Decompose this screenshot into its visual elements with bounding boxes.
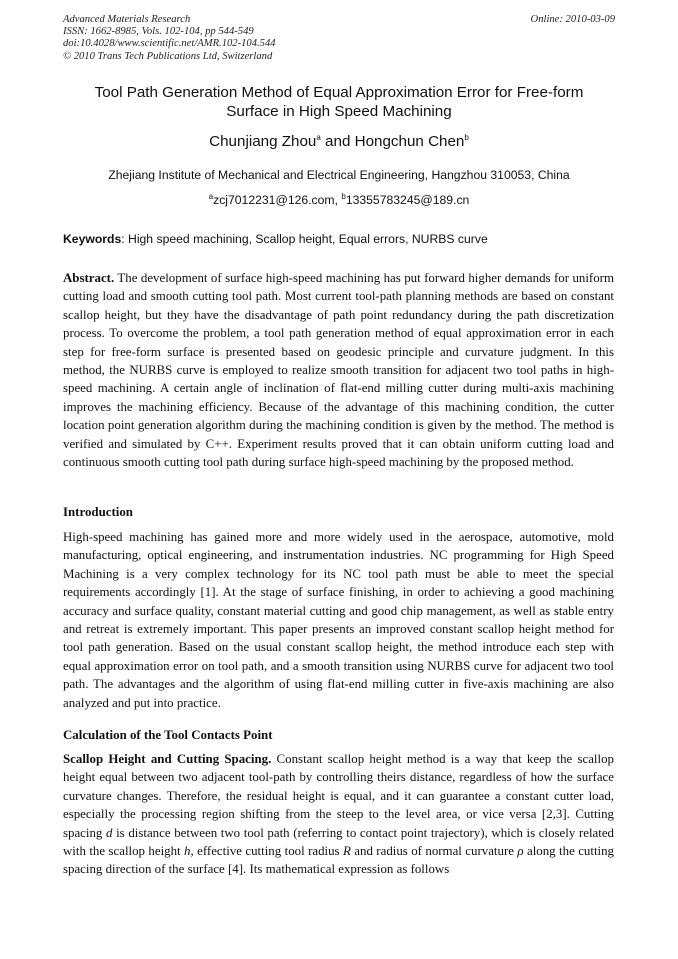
abstract-label: Abstract. xyxy=(63,271,115,285)
keywords-text: : High speed machining, Scallop height, Equal errors, NURBS curve xyxy=(121,232,488,246)
calc-text-2: is distance between two tool path (referring to contact point trajectory), which is closely related with the scallop height xyxy=(63,825,614,859)
calculation-text xyxy=(63,750,614,879)
var-d: d xyxy=(106,825,113,840)
email-b-mark: b xyxy=(341,192,346,201)
introduction-text: High-speed machining has gained more and more widely used in the aerospace, automotive, mold manufacturing, optical engineering, and instrumentation industries. NC programming for High Speed Machining is a very complex technology for its NC tool path must be able to meet the special requirements accordingly [1]. At the stage of surface finishing, in order to achieving a good machining accuracy and surface quality, constant material cutting and good chip management, as well as stable entry and retreat is extremely important. This paper presents an improved constant scallop height method for tool path generation. Based on the usual constant scallop height, the method introduce each step with equal approximation error on tool path, and a smooth transition using NURBS curve for adjacent two tool path. The advantages and the algorithm of using flat-end milling cutter in five-axis machining are also analyzed and put into practice. xyxy=(63,530,614,710)
introduction-heading: Introduction xyxy=(63,505,133,519)
email-separator: , xyxy=(334,193,342,207)
paper-title xyxy=(63,83,615,121)
author-1: Chunjiang Zhou xyxy=(209,133,317,150)
title-line-2: Surface in High Speed Machining xyxy=(226,103,452,120)
var-h: h xyxy=(184,844,191,859)
calc-text-5: along the cutting spacing direction of the surface [4]. Its mathematical expression as follows xyxy=(63,844,615,877)
title-line-1: Tool Path Generation Method of Equal Approximation Error for Free-form xyxy=(94,84,584,101)
email-a-mark: a xyxy=(208,192,214,201)
calc-text-4: and radius of normal curvature xyxy=(350,844,518,859)
online-date: Online: 2010-03-09 xyxy=(530,14,615,25)
author-conjunction: and xyxy=(320,133,355,150)
var-rho: ρ xyxy=(517,844,524,859)
calculation-subheading: Scallop Height and Cutting Spacing. xyxy=(63,752,272,766)
abstract xyxy=(63,269,614,471)
keywords-label: Keywords xyxy=(63,232,122,246)
email-line xyxy=(63,192,615,208)
calc-text-3: , effective cutting tool radius xyxy=(190,844,343,859)
journal-name: Advanced Materials Research xyxy=(63,14,191,25)
author-2: Hongchun Chen xyxy=(354,133,465,150)
email-a: zcj7012231@126.com xyxy=(213,193,335,207)
calc-text-1: Constant scallop height method is a way that keep the scallop height equal between two adjacent tool-path by controlling theirs distance, regardless of how the surface curvature changes. Therefore, the residual height is equal, and it can guarantee a constant cutter load, especially the processing region shifting from the steep to the level area, or vice versa [2,3]. Cutting spacing xyxy=(63,752,614,840)
calculation-heading: Calculation of the Tool Contacts Point xyxy=(63,728,273,742)
author-2-affil-mark: b xyxy=(464,133,469,142)
doi-line: doi:10.4028/www.scientific.net/AMR.102-104.544 xyxy=(63,38,276,50)
author-1-affil-mark: a xyxy=(316,133,321,142)
email-b: 13355783245@189.cn xyxy=(345,193,470,207)
journal-header xyxy=(63,14,276,63)
keywords xyxy=(63,231,615,247)
author-list xyxy=(63,132,615,151)
affiliation: Zhejiang Institute of Mechanical and Electrical Engineering, Hangzhou 310053, China xyxy=(108,168,570,182)
copyright-line: © 2010 Trans Tech Publications Ltd, Switzerland xyxy=(63,50,273,62)
abstract-text: The development of surface high-speed machining has put forward higher demands for uniform cutting load and smooth cutting tool path. Most current tool-path planning methods are based on constant scallop height, but they have the disadvantage of path point redundancy during the path discretization process. To overcome the problem, a tool path generation method of equal approximation error in each step for free-form surface is presented based on geodesic principle and curvature judgment. In this method, the NURBS curve is employed to realize smooth transition for adjacent two tool paths in high-speed machining. A certain angle of inclination of flat-end milling cutter during multi-axis machining improves the machining efficiency. Because of the advantage of this machining condition, the cutter location point generation algorithm during the machining condition is given by the method. The method is verified and simulated by C++. Experiment results proved that it can obtain uniform cutting load and continuous smooth cutting tool path during surface high-speed machining by the proposed method. xyxy=(63,271,614,470)
issn-line: ISSN: 1662-8985, Vols. 102-104, pp 544-549 xyxy=(63,26,254,38)
var-r: R xyxy=(343,844,351,859)
